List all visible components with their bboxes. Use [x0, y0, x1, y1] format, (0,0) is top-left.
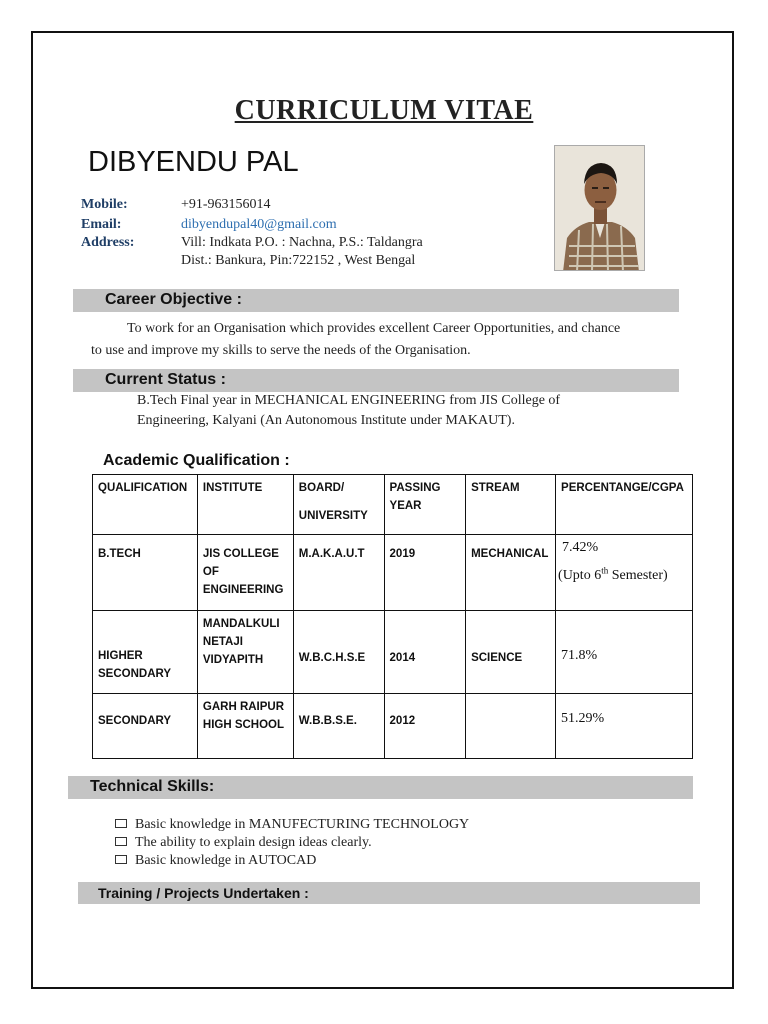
skill-item: [115, 817, 469, 833]
table-row: [93, 694, 693, 759]
row-percentage: 51.29%: [556, 694, 693, 759]
percentage-value: 7.42%: [562, 540, 599, 555]
row-institute: [197, 535, 293, 611]
email-label: Email:: [81, 217, 122, 232]
institute-line: JIS COLLEGE: [202, 548, 279, 560]
header-qualification: QUALIFICATION: [93, 475, 198, 535]
header-board-line-1: BOARD/: [298, 482, 345, 494]
row-year: 2019: [384, 535, 466, 611]
row-stream: MECHANICAL: [466, 535, 556, 611]
row-percentage: 71.8%: [556, 611, 693, 694]
header-percentage: PERCENTANGE/CGPA: [556, 475, 693, 535]
portrait-image: [555, 146, 645, 271]
training-heading: Training / Projects Undertaken :: [78, 882, 700, 904]
row-stream: [466, 694, 556, 759]
qualification-line: HIGHER: [98, 650, 143, 662]
row-year: 2014: [384, 611, 466, 694]
header-institute: INSTITUTE: [197, 475, 293, 535]
header-board-line-2: UNIVERSITY: [298, 510, 368, 522]
row-stream: SCIENCE: [466, 611, 556, 694]
career-objective-line-1: To work for an Organisation which provides excellent Career Opportunities, and chance: [127, 321, 621, 336]
row-institute: [197, 611, 293, 694]
institute-line: OF: [202, 566, 219, 578]
email-link[interactable]: dibyendupal40@gmail.com: [181, 217, 337, 232]
skill-text: Basic knowledge in MANUFECTURING TECHNOLOGY: [135, 817, 470, 832]
career-objective-heading: Career Objective :: [73, 289, 679, 312]
address-line-1: Vill: Indkata P.O. : Nachna, P.S.: Taldangra: [181, 235, 423, 250]
skill-text: The ability to explain design ideas clearly.: [135, 835, 372, 850]
header-passing-line-1: PASSING: [389, 482, 441, 494]
row-year: 2012: [384, 694, 466, 759]
row-board: W.B.C.H.S.E: [293, 611, 384, 694]
table-header-row: [93, 475, 693, 535]
academic-table: [92, 474, 693, 759]
row-qualification: B.TECH: [93, 535, 198, 611]
checkbox-icon: [115, 819, 127, 828]
header-stream: STREAM: [466, 475, 556, 535]
qualification-line: SECONDARY: [98, 668, 172, 680]
institute-line: NETAJI: [202, 636, 243, 648]
candidate-name: DIBYENDU PAL: [88, 146, 299, 178]
mobile-value: +91-963156014: [181, 197, 271, 212]
skill-item: [115, 853, 316, 869]
institute-line: GARH RAIPUR: [202, 701, 285, 713]
row-percentage: [556, 535, 693, 611]
current-status-line-2: Engineering, Kalyani (An Autonomous Institute under MAKAUT).: [137, 413, 515, 428]
academic-heading: Academic Qualification :: [103, 452, 290, 469]
note-text: Semester): [608, 567, 668, 583]
header-board: [293, 475, 384, 535]
checkbox-icon: [115, 855, 127, 864]
header-passing-year: [384, 475, 466, 535]
mobile-label: Mobile:: [81, 197, 128, 212]
skill-item: [115, 835, 372, 851]
career-objective-line-2: to use and improve my skills to serve the needs of the Organisation.: [91, 343, 471, 358]
header-passing-line-2: YEAR: [389, 500, 422, 512]
address-label: Address:: [81, 235, 135, 250]
institute-line: ENGINEERING: [202, 584, 284, 596]
institute-line: MANDALKULI: [202, 618, 280, 630]
document-title: CURRICULUM VITAE: [234, 95, 534, 126]
row-board: M.A.K.A.U.T: [293, 535, 384, 611]
row-qualification: [93, 611, 198, 694]
row-institute: [197, 694, 293, 759]
note-text: (Upto 6: [558, 567, 602, 583]
checkbox-icon: [115, 837, 127, 846]
institute-line: VIDYAPITH: [202, 654, 264, 666]
institute-line: HIGH SCHOOL: [202, 719, 285, 731]
table-row: [93, 535, 693, 611]
percentage-note: [558, 565, 668, 583]
address-line-2: Dist.: Bankura, Pin:722152 , West Bengal: [181, 253, 416, 268]
table-row: [93, 611, 693, 694]
row-board: W.B.B.S.E.: [293, 694, 384, 759]
profile-photo: [554, 145, 645, 271]
current-status-heading: Current Status :: [73, 369, 679, 392]
technical-skills-heading: Technical Skills:: [68, 776, 693, 799]
skill-text: Basic knowledge in AUTOCAD: [135, 853, 317, 868]
note-superscript: th: [601, 565, 609, 575]
current-status-line-1: B.Tech Final year in MECHANICAL ENGINEERING from JIS College of: [137, 393, 561, 408]
row-qualification: SECONDARY: [93, 694, 198, 759]
